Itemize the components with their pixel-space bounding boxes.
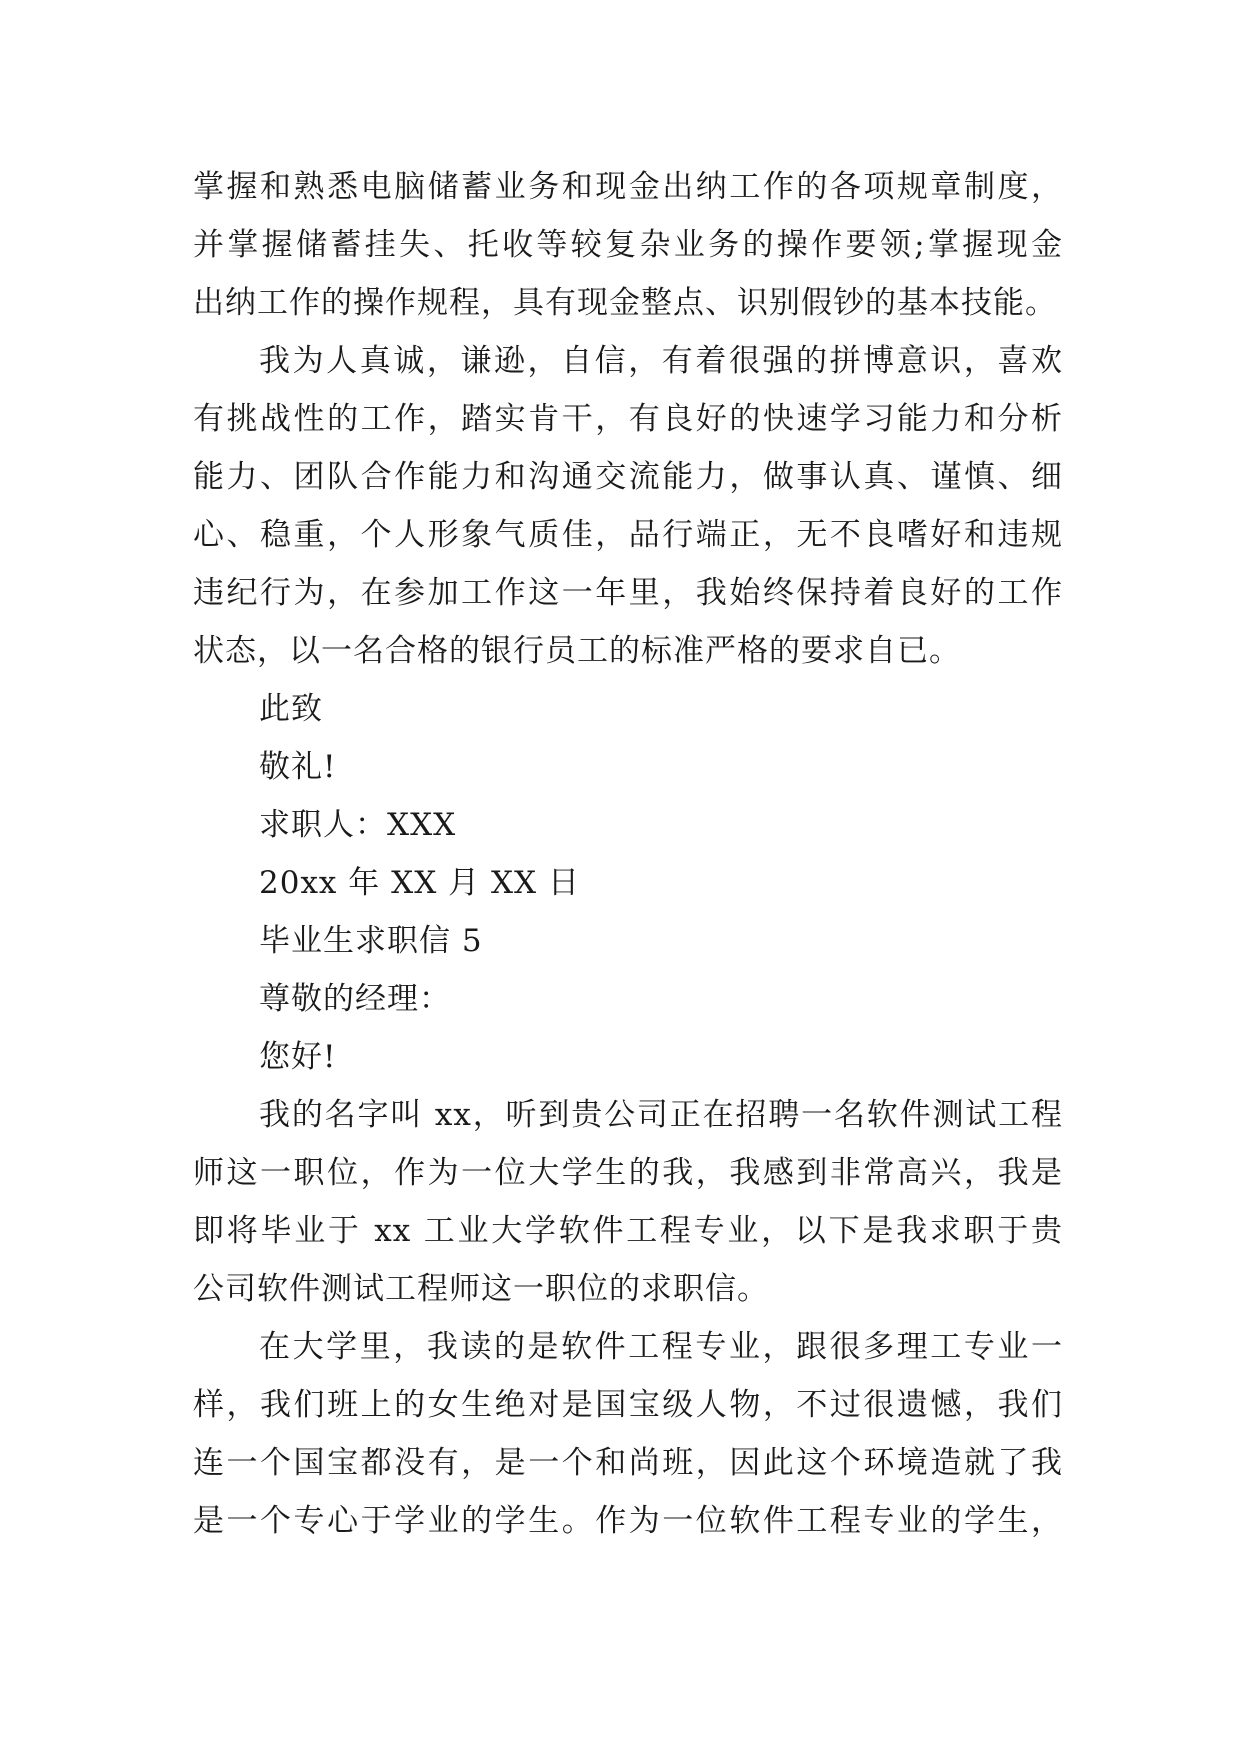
paragraph-line: 心、稳重，个人形象气质佳，品行端正，无不良嗜好和违规: [193, 517, 1063, 553]
paragraph-line: 违纪行为，在参加工作这一年里，我始终保持着良好的工作: [193, 575, 1063, 611]
paragraph-line: 师这一职位，作为一位大学生的我，我感到非常高兴，我是: [193, 1155, 1063, 1191]
closing-text: 此致: [259, 691, 323, 727]
paragraph-line: 能力、团队合作能力和沟通交流能力，做事认真、谨慎、细: [193, 459, 1063, 495]
hello-text: 您好!: [259, 1039, 337, 1075]
section-heading: 毕业生求职信 5: [259, 923, 483, 959]
paragraph-line: 我的名字叫 xx，听到贵公司正在招聘一名软件测试工程: [259, 1097, 1063, 1133]
salute-text: 敬礼!: [259, 749, 337, 785]
paragraph-line: 样，我们班上的女生绝对是国宝级人物，不过很遗憾，我们: [193, 1387, 1063, 1423]
paragraph-line: 公司软件测试工程师这一职位的求职信。: [193, 1271, 769, 1307]
paragraph-line: 并掌握储蓄挂失、托收等较复杂业务的操作要领;掌握现金: [193, 227, 1063, 263]
applicant-signature: 求职人：XXX: [259, 807, 457, 843]
letter-body: [193, 158, 1063, 1550]
paragraph-line: 连一个国宝都没有，是一个和尚班，因此这个环境造就了我: [193, 1445, 1063, 1481]
paragraph-line: 即将毕业于 xx 工业大学软件工程专业，以下是我求职于贵: [193, 1213, 1063, 1249]
letter-date: 20xx 年 XX 月 XX 日: [259, 865, 580, 901]
paragraph-line: 在大学里，我读的是软件工程专业，跟很多理工专业一: [259, 1329, 1063, 1365]
paragraph-line: 有挑战性的工作，踏实肯干，有良好的快速学习能力和分析: [193, 401, 1063, 437]
paragraph-line: 我为人真诚，谦逊，自信，有着很强的拼博意识，喜欢: [259, 343, 1063, 379]
greeting-text: 尊敬的经理：: [259, 981, 451, 1017]
paragraph-line: 是一个专心于学业的学生。作为一位软件工程专业的学生，: [193, 1503, 1063, 1539]
paragraph-line: 掌握和熟悉电脑储蓄业务和现金出纳工作的各项规章制度，: [193, 169, 1063, 205]
paragraph-line: 出纳工作的操作规程，具有现金整点、识别假钞的基本技能。: [193, 285, 1057, 321]
paragraph-line: 状态，以一名合格的银行员工的标准严格的要求自已。: [193, 633, 961, 669]
